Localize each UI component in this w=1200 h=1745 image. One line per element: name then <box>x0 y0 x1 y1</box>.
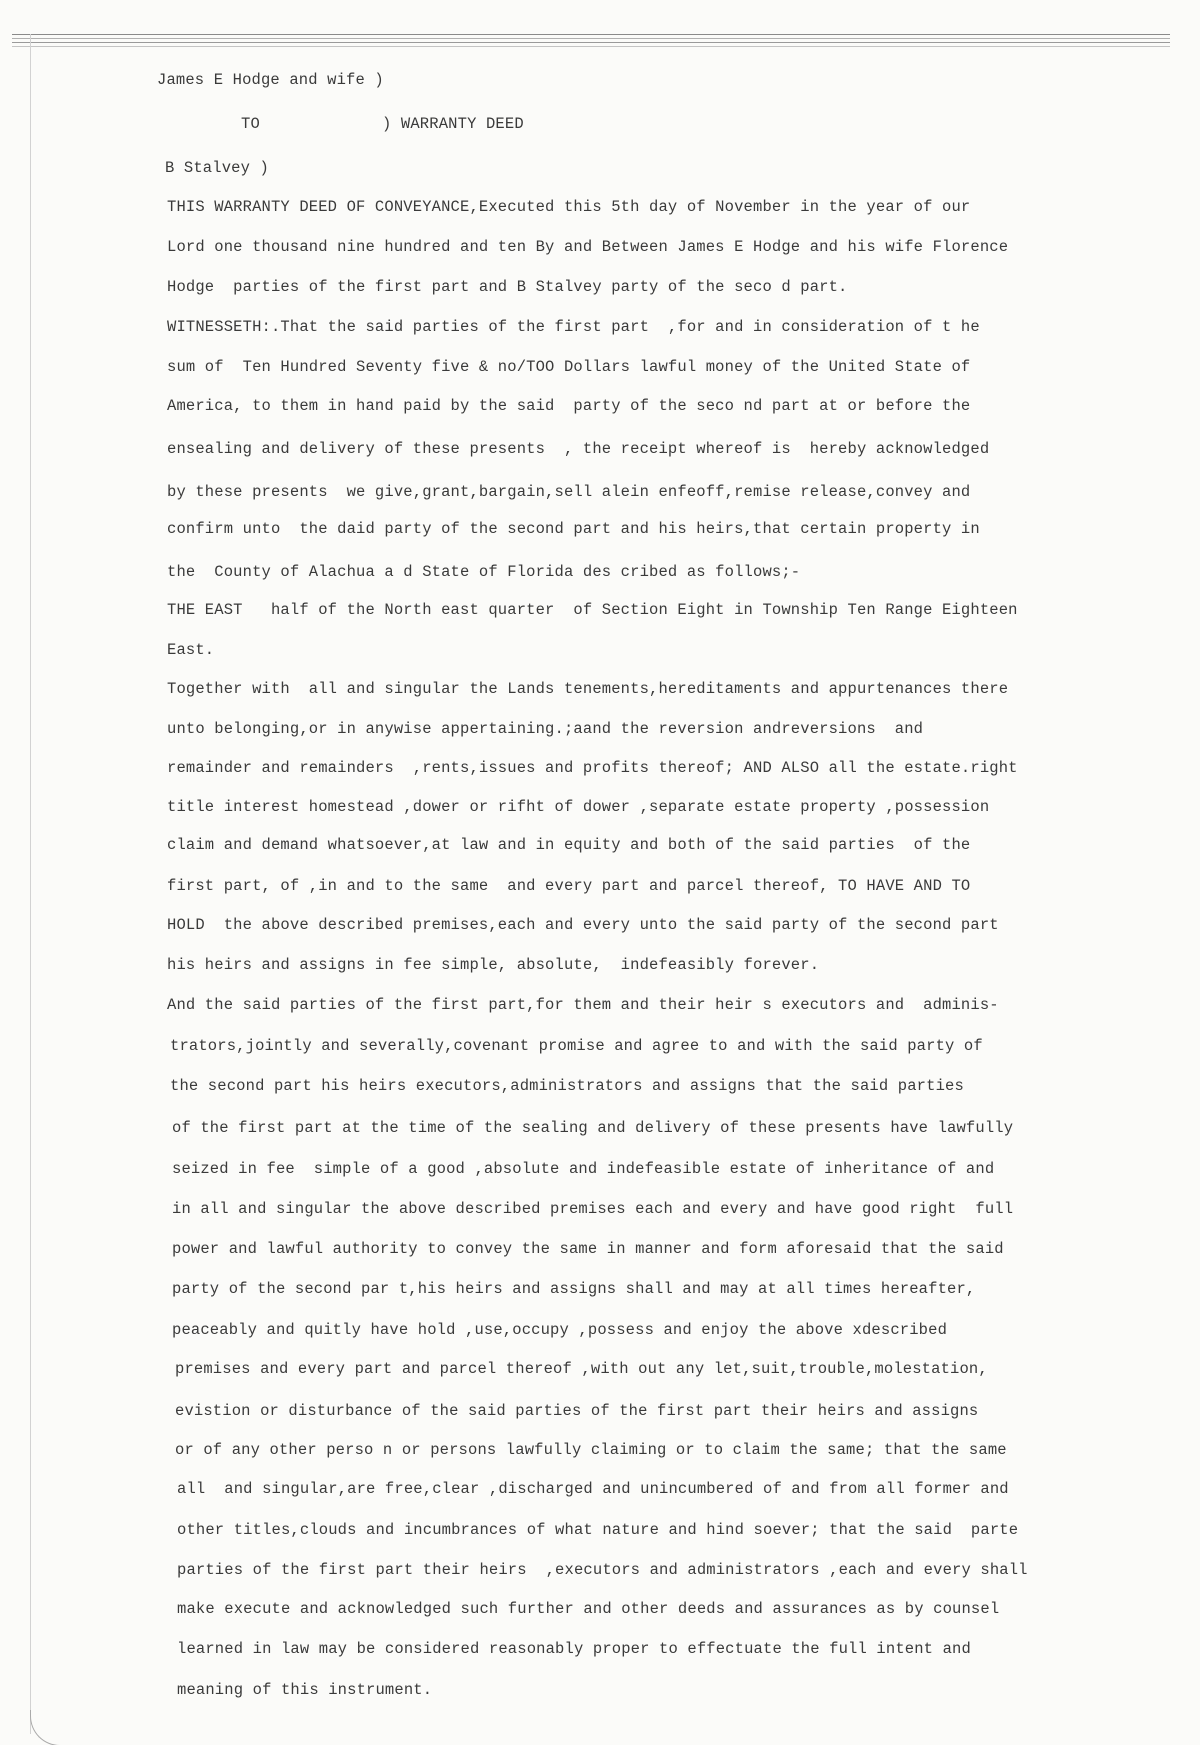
deed-body-line: HOLD the above described premises,each and every unto the said party of the second part <box>167 916 999 934</box>
deed-body-line: party of the second par t,his heirs and assigns shall and may at all times hereafter, <box>172 1280 976 1298</box>
deed-body-line: THE EAST half of the North east quarter of Section Eight in Township Ten Range Eighteen <box>167 601 1018 619</box>
deed-body-line: premises and every part and parcel thereof ,with out any let,suit,trouble,molestation, <box>175 1360 988 1378</box>
deed-body-line: his heirs and assigns in fee simple, absolute, indefeasibly forever. <box>167 956 820 974</box>
deed-body-line: East. <box>167 641 215 659</box>
deed-body-line: make execute and acknowledged such further and other deeds and assurances as by counsel <box>177 1600 1000 1618</box>
deed-body-line: evistion or disturbance of the said parties of the first part their heirs and assigns <box>175 1402 979 1420</box>
deed-body-line: the County of Alachua a d State of Florida des cribed as follows;- <box>167 563 801 581</box>
deed-body-line: ensealing and delivery of these presents , the receipt whereof is hereby acknowledged <box>167 440 990 458</box>
top-border-rule <box>12 42 1170 43</box>
deed-body-line: learned in law may be considered reasonably proper to effectuate the full intent and <box>177 1640 971 1658</box>
deed-body-line: trators,jointly and severally,covenant promise and agree to and with the said party of <box>170 1037 983 1055</box>
caption-grantee: B Stalvey ) <box>165 159 269 177</box>
deed-body-line: And the said parties of the first part,for them and their heir s executors and adminis- <box>167 996 999 1014</box>
deed-body-line: meaning of this instrument. <box>177 1681 433 1699</box>
deed-body-line: of the first part at the time of the sealing and delivery of these presents have lawfully <box>172 1119 1014 1137</box>
top-border-rule <box>12 34 1170 35</box>
deed-body-line: title interest homestead ,dower or rifht of dower ,separate estate property ,possession <box>167 798 990 816</box>
deed-body-line: in all and singular the above described premises each and every and have good right full <box>172 1200 1014 1218</box>
deed-body-line: WITNESSETH:.That the said parties of the first part ,for and in consideration of t he <box>167 318 980 336</box>
deed-body-line: America, to them in hand paid by the said party of the seco nd part at or before the <box>167 397 971 415</box>
top-border-rule <box>12 38 1170 39</box>
deed-body-line: or of any other perso n or persons lawfully claiming or to claim the same; that the same <box>175 1441 1007 1459</box>
deed-body-line: parties of the first part their heirs ,executors and administrators ,each and every shall <box>177 1561 1028 1579</box>
page-left-edge <box>30 34 31 1734</box>
caption-grantor: James E Hodge and wife ) <box>157 71 384 89</box>
deed-body-line: Together with all and singular the Lands tenements,hereditaments and appurtenances there <box>167 680 1009 698</box>
top-border-rule <box>12 46 1170 47</box>
deed-title: ) WARRANTY DEED <box>382 115 524 133</box>
deed-body-line: unto belonging,or in anywise appertaining.;aand the reversion andreversions and <box>167 720 924 738</box>
deed-body-line: confirm unto the daid party of the second part and his heirs,that certain property in <box>167 520 980 538</box>
deed-body-line: seized in fee simple of a good ,absolute and indefeasible estate of inheritance of and <box>172 1160 995 1178</box>
deed-body-line: sum of Ten Hundred Seventy five & no/TOO Dollars lawful money of the United State of <box>167 358 971 376</box>
deed-body-line: Lord one thousand nine hundred and ten By and Between James E Hodge and his wife Florence <box>167 238 1009 256</box>
page-corner-curl <box>30 1710 71 1745</box>
deed-body-line: all and singular,are free,clear ,discharged and unincumbered of and from all former and <box>177 1480 1009 1498</box>
deed-body-line: first part, of ,in and to the same and every part and parcel thereof, TO HAVE AND TO <box>167 877 971 895</box>
deed-body-line: other titles,clouds and incumbrances of what nature and hind soever; that the said parte <box>177 1521 1019 1539</box>
deed-body-line: claim and demand whatsoever,at law and in equity and both of the said parties of the <box>167 836 971 854</box>
deed-body-line: peaceably and quitly have hold ,use,occupy ,possess and enjoy the above xdescribed <box>172 1321 948 1339</box>
deed-body-line: Hodge parties of the first part and B Stalvey party of the seco d part. <box>167 278 848 296</box>
deed-body-line: remainder and remainders ,rents,issues and profits thereof; AND ALSO all the estate.right <box>167 759 1018 777</box>
deed-body-line: power and lawful authority to convey the same in manner and form aforesaid that the said <box>172 1240 1004 1258</box>
deed-body-line: the second part his heirs executors,administrators and assigns that the said parties <box>170 1077 964 1095</box>
deed-body-line: THIS WARRANTY DEED OF CONVEYANCE,Executed this 5th day of November in the year of our <box>167 198 971 216</box>
caption-to: TO <box>241 115 260 133</box>
deed-body-line: by these presents we give,grant,bargain,sell alein enfeoff,remise release,convey and <box>167 483 971 501</box>
